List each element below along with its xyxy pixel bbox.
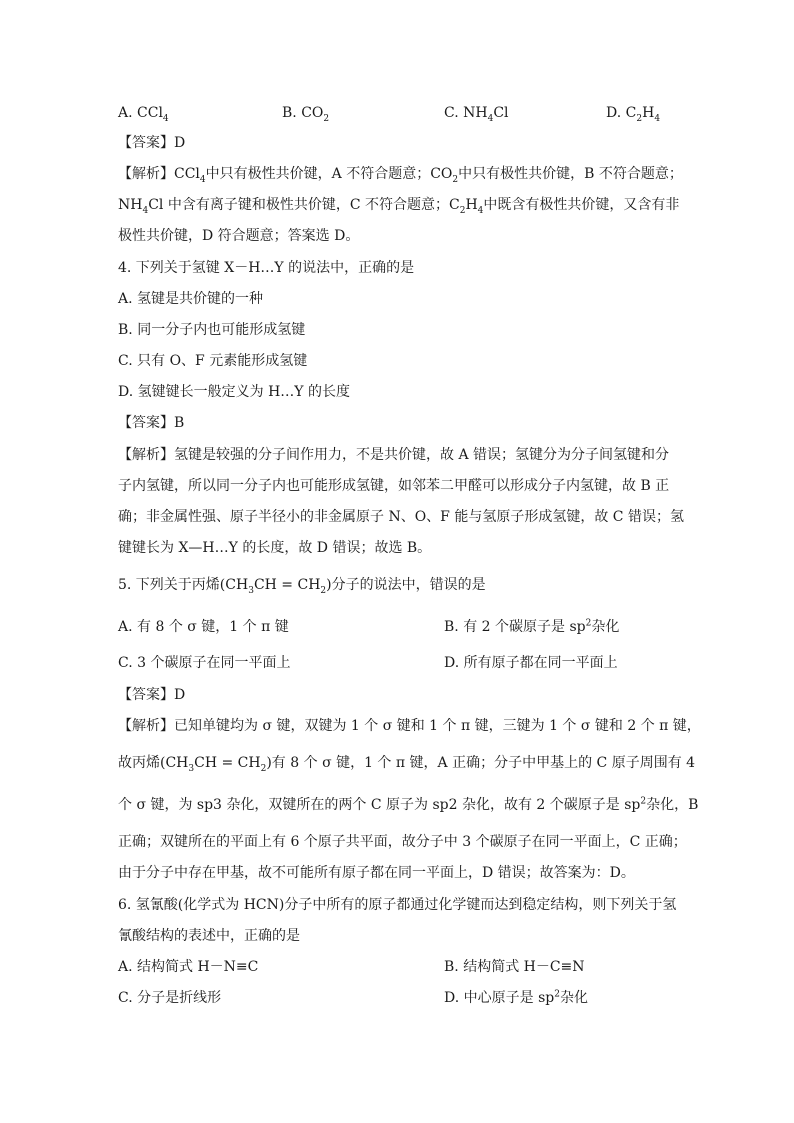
formula-subscript: 4 <box>162 113 169 124</box>
text: 【解析】CCl <box>118 166 200 182</box>
text: )分子的说法中，错误的是 <box>326 577 486 593</box>
q4-explain-line-2: 子内氢键，所以同一分子内也可能形成氢键，如邻苯二甲醛可以形成分子内氢键，故 B 正 <box>118 478 670 494</box>
q4-option-a: A. 氢键是共价键的一种 <box>118 291 264 307</box>
formula-text: CO <box>301 105 324 121</box>
text: )有 8 个 σ 键，1 个 π 键，A 正确；分子中甲基上的 C 原子周围有 4 <box>266 755 696 771</box>
formula-text: CH <box>225 577 249 593</box>
superscript: 2 <box>554 989 560 1000</box>
text: 中只有极性共价键，A 不符合题意；CO <box>205 166 453 182</box>
option-letter: A. <box>118 105 133 121</box>
formula-text: CH <box>165 755 189 771</box>
superscript: 2 <box>640 796 647 807</box>
text: H <box>465 197 478 213</box>
subscript: 4 <box>477 205 484 216</box>
formula-subscript: 2 <box>260 763 267 774</box>
text: D. 中心原子是 sp <box>444 990 555 1006</box>
q4-option-c: C. 只有 O、F 元素能形成氢键 <box>118 353 308 369</box>
formula-subscript: 3 <box>188 763 195 774</box>
subscript: 4 <box>142 205 149 216</box>
q6-option-a: A. 结构简式 H－N≡C <box>118 959 259 975</box>
text: NH <box>118 197 143 213</box>
q6-option-b: B. 结构简式 H－C≡N <box>444 959 585 975</box>
q5-stem <box>118 575 678 595</box>
q5-explain-line-5: 由于分子中存在甲基，故不可能所有原子都在同一平面上，D 错误；故答案为：D。 <box>118 865 635 881</box>
q3-option-a <box>118 103 169 123</box>
text: 5. 下列关于丙烯( <box>118 577 226 593</box>
q3-explain-line-2 <box>118 195 678 215</box>
q6-option-c: C. 分子是折线形 <box>118 990 222 1006</box>
q5-option-c: C. 3 个碳原子在同一平面上 <box>118 655 291 671</box>
q6-stem-line-2: 氰酸结构的表述中，正确的是 <box>118 928 300 944</box>
formula-subscript: 4 <box>487 113 494 124</box>
formula-subscript: 4 <box>654 113 661 124</box>
q4-explain-line-3: 确；非金属性强、原子半径小的非金属原子 N、O、F 能与氢原子形成氢键，故 C 错误；氢 <box>118 509 684 525</box>
q5-explain-line-3 <box>118 795 699 815</box>
formula-text: NH <box>463 105 488 121</box>
q4-explain-line-4: 键键长为 X—H…Y 的长度，故 D 错误；故选 B。 <box>118 540 432 556</box>
q5-option-d: D. 所有原子都在同一平面上 <box>444 655 618 671</box>
text: 中既含有极性共价键，又含有非 <box>483 197 680 213</box>
q5-answer: 【答案】D <box>118 687 186 703</box>
option-letter: B. <box>282 105 297 121</box>
subscript: 4 <box>199 174 206 185</box>
formula-subscript: 3 <box>248 585 254 596</box>
option-letter: C. <box>444 105 459 121</box>
formula-text: C <box>625 105 637 121</box>
q4-answer: 【答案】B <box>118 415 185 431</box>
q6-stem-line-1: 6. 氢氰酸(化学式为 HCN)分子中所有的原子都通过化学键而达到稳定结构，则下列关于氢 <box>118 897 677 913</box>
text: Cl 中含有离子键和极性共价键，C 不符合题意；C <box>148 197 460 213</box>
q4-option-b: B. 同一分子内也可能形成氢键 <box>118 322 306 338</box>
q4-explain-line-1: 【解析】氢键是较强的分子间作用力，不是共价键，故 A 错误；氢键分为分子间氢键和分 <box>118 447 670 463</box>
q5-explain-line-1: 【解析】已知单键均为 σ 键，双键为 1 个 σ 键和 1 个 π 键，三键为 1 个 σ 键和 2 个 π 键， <box>118 718 701 734</box>
q5-explain-line-2 <box>118 753 696 774</box>
formula-text: CH = CH <box>194 755 261 771</box>
q3-option-d <box>606 103 660 123</box>
formula-subscript: 2 <box>320 585 327 596</box>
text: 杂化 <box>559 990 588 1006</box>
q5-option-b <box>444 617 619 637</box>
q3-option-c <box>444 103 509 123</box>
text: 杂化，B <box>646 797 699 813</box>
q3-explain-line-3: 极性共价键，D 符合题意；答案选 D。 <box>118 228 360 244</box>
text: 个 σ 键，为 sp3 杂化，双键所在的两个 C 原子为 sp2 杂化，故有 2 个碳原子是 sp <box>118 797 641 813</box>
q4-stem: 4. 下列关于氢键 X－H…Y 的说法中，正确的是 <box>118 260 415 276</box>
text: 中只有极性共价键，B 不符合题意； <box>458 166 683 182</box>
text: B. 有 2 个碳原子是 sp <box>444 619 586 635</box>
q5-option-a: A. 有 8 个 σ 键，1 个 π 键 <box>118 619 289 635</box>
formula-text: CCl <box>137 105 163 121</box>
formula-text: Cl <box>493 105 509 121</box>
q5-explain-line-4: 正确；双键所在的平面上有 6 个原子共平面，故分子中 3 个碳原子在同一平面上，C 正确； <box>118 834 687 850</box>
text: 故丙烯( <box>118 755 166 771</box>
formula-subscript: 2 <box>636 113 643 124</box>
q4-option-d: D. 氢键键长一般定义为 H…Y 的长度 <box>118 384 350 400</box>
formula-subscript: 2 <box>323 113 330 124</box>
q3-option-b <box>282 103 329 123</box>
subscript: 2 <box>459 205 466 216</box>
q3-answer: 【答案】D <box>118 135 186 151</box>
q3-explain-line-1 <box>118 164 683 185</box>
formula-text: H <box>642 105 655 121</box>
q6-option-d <box>444 988 588 1008</box>
option-letter: D. <box>606 105 622 121</box>
formula-text: CH = CH <box>253 577 321 593</box>
subscript: 2 <box>452 174 459 185</box>
text: 杂化 <box>591 619 620 635</box>
superscript: 2 <box>585 618 592 629</box>
